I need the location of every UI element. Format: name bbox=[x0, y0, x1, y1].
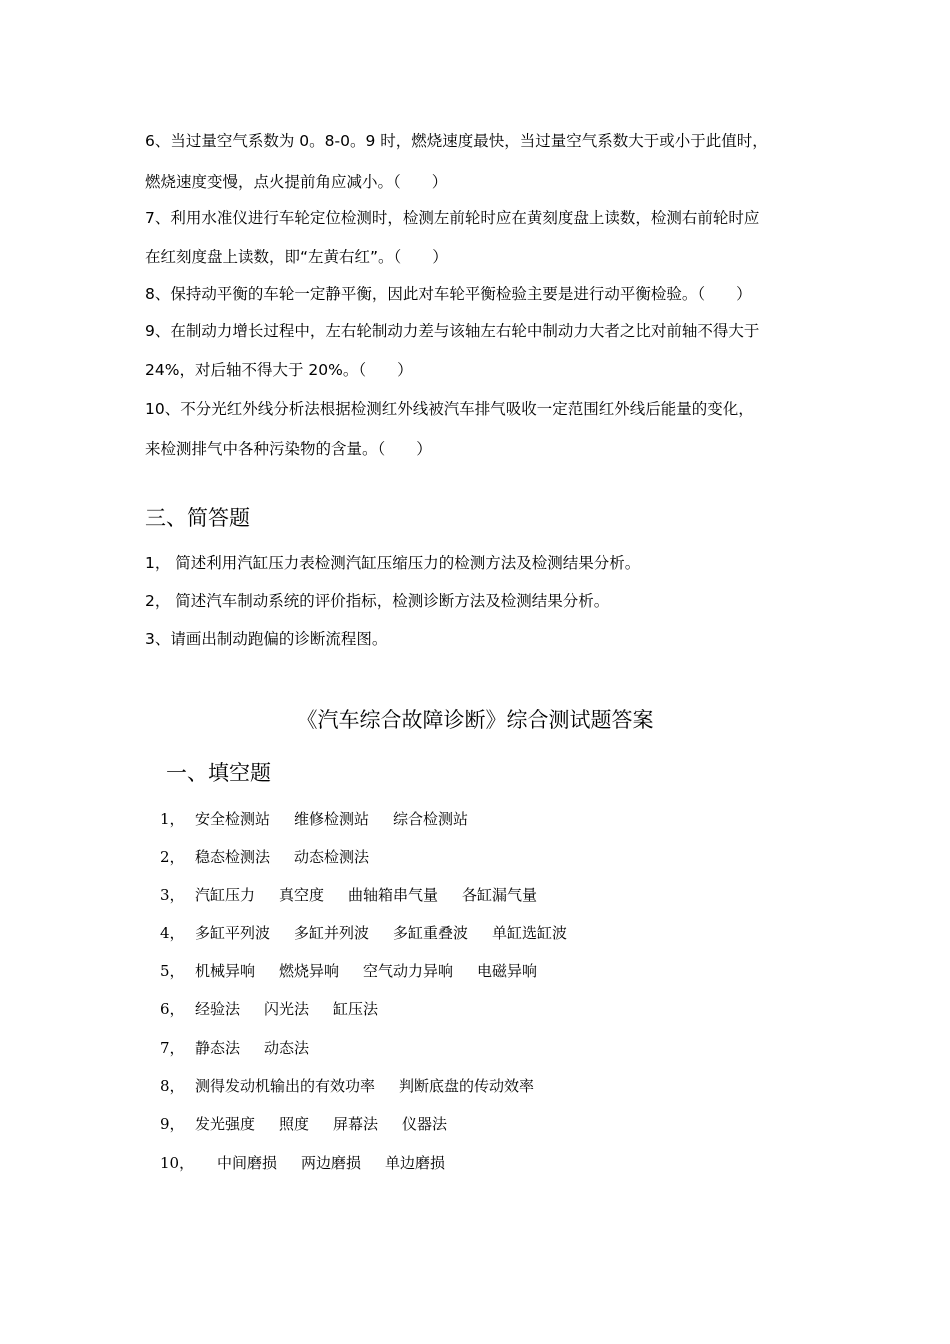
answer-text: 曲轴箱串气量 bbox=[348, 886, 439, 904]
question-6-line-2: 燃烧速度变慢，点火提前角应减小。（ ） bbox=[145, 173, 448, 191]
answer-text: 发光强度 bbox=[195, 1115, 256, 1133]
answer-text: 静态法 bbox=[195, 1039, 241, 1057]
question-9-line-2: 24%，对后轴不得大于 20%。（ ） bbox=[145, 361, 413, 379]
question-7-line-2: 在红刻度盘上读数，即“左黄右红”。（ ） bbox=[145, 248, 448, 266]
answer-text: 动态检测法 bbox=[294, 848, 370, 866]
answer-number: 8， bbox=[160, 1077, 185, 1095]
answer-text: 综合检测站 bbox=[393, 810, 469, 828]
answer-text: 单缸选缸波 bbox=[492, 924, 568, 942]
answer-text: 机械异响 bbox=[195, 962, 256, 980]
answer-number: 3， bbox=[160, 886, 185, 904]
answer-number: 9， bbox=[160, 1115, 185, 1133]
answer-text: 屏幕法 bbox=[333, 1115, 379, 1133]
answer-text: 多缸重叠波 bbox=[393, 924, 469, 942]
section-heading-short-answer: 三、简答题 bbox=[145, 506, 250, 530]
answer-text: 汽缸压力 bbox=[195, 886, 256, 904]
answer-key-title: 《汽车综合故障诊断》综合测试题答案 bbox=[296, 708, 654, 732]
answer-number: 2， bbox=[160, 848, 185, 866]
answer-text: 电磁异响 bbox=[477, 962, 538, 980]
fill-in-answer-row bbox=[160, 885, 561, 905]
answer-text: 仪器法 bbox=[402, 1115, 448, 1133]
question-7-line-1: 7、利用水准仪进行车轮定位检测时，检测左前轮时应在黄刻度盘上读数，检测右前轮时应 bbox=[145, 209, 760, 227]
fill-in-answer-row bbox=[160, 809, 492, 829]
fill-in-answer-row bbox=[160, 1076, 558, 1096]
short-answer-item-2: 2， 简述汽车制动系统的评价指标，检测诊断方法及检测结果分析。 bbox=[145, 592, 610, 610]
answer-text: 燃烧异响 bbox=[279, 962, 340, 980]
answer-text: 闪光法 bbox=[264, 1000, 310, 1018]
answer-text: 多缸并列波 bbox=[294, 924, 370, 942]
fill-in-answer-row bbox=[160, 999, 402, 1019]
answer-text: 判断底盘的传动效率 bbox=[399, 1077, 535, 1095]
fill-in-answer-row bbox=[160, 1114, 471, 1134]
answer-text: 空气动力异响 bbox=[363, 962, 454, 980]
answer-text: 维修检测站 bbox=[294, 810, 370, 828]
short-answer-item-1: 1， 简述利用汽缸压力表检测汽缸压缩压力的检测方法及检测结果分析。 bbox=[145, 554, 641, 572]
question-8-line-1: 8、保持动平衡的车轮一定静平衡，因此对车轮平衡检验主要是进行动平衡检验。（ ） bbox=[145, 285, 752, 303]
answer-text: 动态法 bbox=[264, 1039, 310, 1057]
question-10-line-2: 来检测排气中各种污染物的含量。（ ） bbox=[145, 440, 432, 458]
answer-text: 照度 bbox=[279, 1115, 310, 1133]
answer-number: 7， bbox=[160, 1039, 185, 1057]
answer-text: 安全检测站 bbox=[195, 810, 271, 828]
answer-text: 单边磨损 bbox=[385, 1154, 446, 1172]
answer-text: 缸压法 bbox=[333, 1000, 379, 1018]
fill-in-answer-row bbox=[160, 847, 393, 867]
answer-number: 1， bbox=[160, 810, 185, 828]
fill-in-answer-row bbox=[160, 961, 561, 981]
fill-in-answer-row bbox=[160, 1153, 469, 1173]
answer-number: 5， bbox=[160, 962, 185, 980]
answer-text: 多缸平列波 bbox=[195, 924, 271, 942]
answer-number: 10， bbox=[160, 1154, 195, 1172]
answer-number: 6， bbox=[160, 1000, 185, 1018]
fill-in-answer-row bbox=[160, 923, 591, 943]
section-heading-fill-in: 一、填空题 bbox=[166, 761, 271, 785]
answer-text: 测得发动机输出的有效功率 bbox=[195, 1077, 376, 1095]
answer-text: 稳态检测法 bbox=[195, 848, 271, 866]
answer-text: 两边磨损 bbox=[301, 1154, 362, 1172]
answer-number: 4， bbox=[160, 924, 185, 942]
answer-text: 经验法 bbox=[195, 1000, 241, 1018]
answer-text: 真空度 bbox=[279, 886, 325, 904]
answer-text: 中间磨损 bbox=[217, 1154, 278, 1172]
question-6-line-1: 6、当过量空气系数为 0。8-0。9 时，燃烧速度最快，当过量空气系数大于或小于此值时， bbox=[145, 132, 768, 150]
answer-text: 各缸漏气量 bbox=[462, 886, 538, 904]
question-9-line-1: 9、在制动力增长过程中，左右轮制动力差与该轴左右轮中制动力大者之比对前轴不得大于 bbox=[145, 322, 760, 340]
fill-in-answer-row bbox=[160, 1038, 333, 1058]
short-answer-item-3: 3、请画出制动跑偏的诊断流程图。 bbox=[145, 630, 388, 648]
question-10-line-1: 10、不分光红外线分析法根据检测红外线被汽车排气吸收一定范围红外线后能量的变化， bbox=[145, 400, 754, 418]
